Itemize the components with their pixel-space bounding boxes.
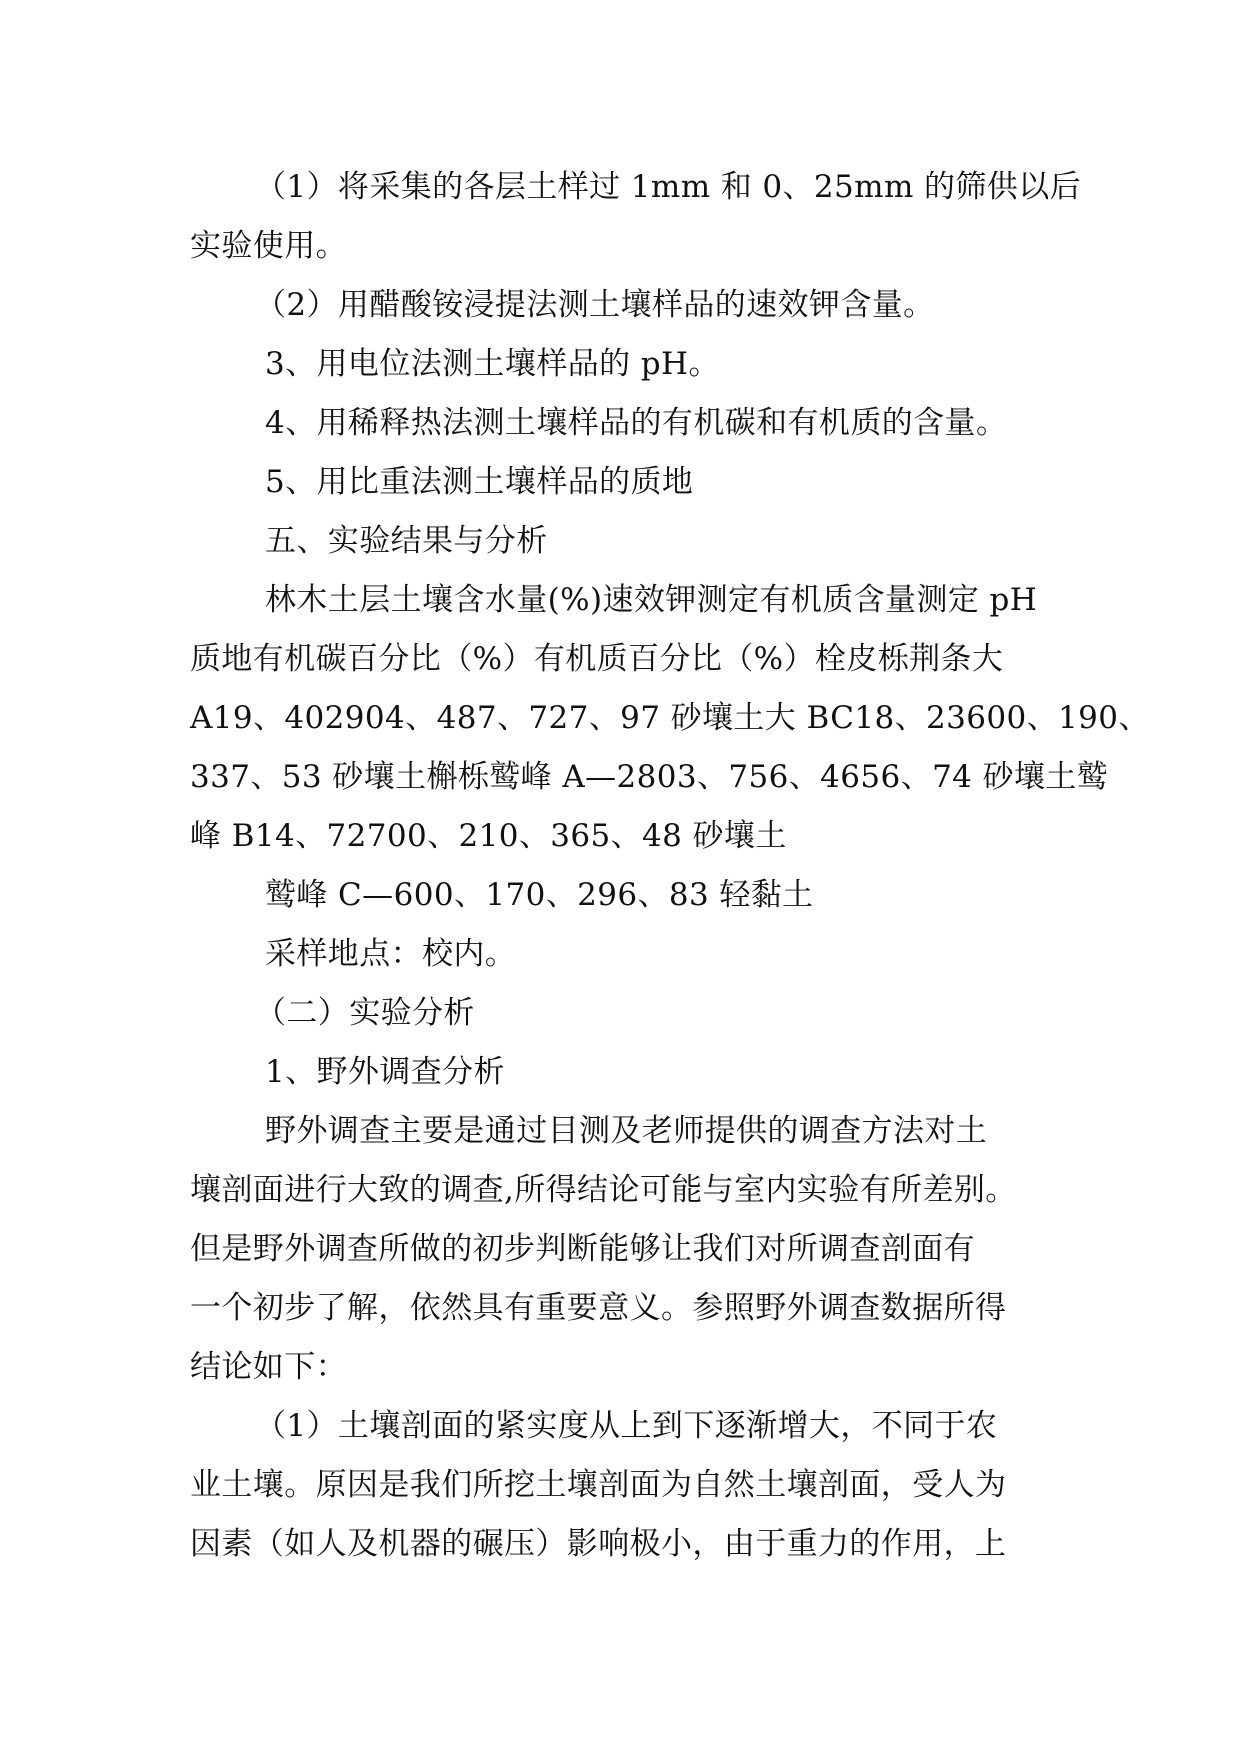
text-line: 5、用比重法测土壤样品的质地 [265, 464, 694, 500]
paragraph [190, 394, 1060, 453]
text-line: 五、实验结果与分析 [265, 523, 548, 559]
paragraph [190, 866, 1060, 925]
paragraph [190, 1397, 1060, 1574]
text-line: 337、53 砂壤土槲栎鹫峰 A—2803、756、4656、74 砂壤土鹫 [190, 759, 1109, 795]
paragraph [190, 453, 1060, 512]
text-line: 1、野外调查分析 [265, 1054, 505, 1090]
text-line: 野外调查主要是通过目测及老师提供的调查方法对土 [265, 1113, 988, 1149]
text-line: 结论如下： [190, 1349, 347, 1385]
text-line: 业土壤。原因是我们所挖土壤剖面为自然土壤剖面，受人为 [190, 1467, 1007, 1503]
paragraph [190, 925, 1060, 984]
text-line: （二）实验分析 [255, 995, 475, 1031]
paragraph [190, 1102, 1060, 1397]
text-line: 因素（如人及机器的碾压）影响极小，由于重力的作用，上 [190, 1526, 1007, 1562]
text-line: 质地有机碳百分比（%）有机质百分比（%）栓皮栎荆条大 [190, 641, 1004, 677]
text-line: （1）土壤剖面的紧实度从上到下逐渐增大，不同于农 [255, 1408, 998, 1444]
text-line: 实验使用。 [190, 228, 347, 264]
paragraph [190, 335, 1060, 394]
text-line: 3、用电位法测土壤样品的 pH。 [265, 346, 720, 382]
paragraph [190, 276, 1060, 335]
text-line: 鹫峰 C—600、170、296、83 轻黏土 [265, 877, 814, 913]
document-body [190, 158, 1150, 1574]
text-line: 一个初步了解，依然具有重要意义。参照野外调查数据所得 [190, 1290, 1007, 1326]
text-line: 采样地点：校内。 [265, 936, 517, 972]
paragraph [190, 984, 1060, 1043]
text-line: A19、402904、487、727、97 砂壤土大 BC18、23600、190、 [190, 700, 1150, 736]
paragraph [190, 512, 1060, 571]
paragraph [190, 158, 1082, 276]
text-line: 但是野外调查所做的初步判断能够让我们对所调查剖面有 [190, 1231, 975, 1267]
text-line: （1）将采集的各层土样过 1mm 和 0、25mm 的筛供以后 [255, 169, 1082, 205]
paragraph [190, 571, 1150, 866]
text-line: 峰 B14、72700、210、365、48 砂壤土 [190, 818, 787, 854]
text-line: 林木土层土壤含水量(%)速效钾测定有机质含量测定 pH [265, 582, 1038, 618]
paragraph [190, 1043, 1060, 1102]
text-line: 壤剖面进行大致的调查,所得结论可能与室内实验有所差别。 [190, 1172, 1017, 1208]
text-line: 4、用稀释热法测土壤样品的有机碳和有机质的含量。 [265, 405, 1008, 441]
text-line: （2）用醋酸铵浸提法测土壤样品的速效钾含量。 [255, 287, 935, 323]
